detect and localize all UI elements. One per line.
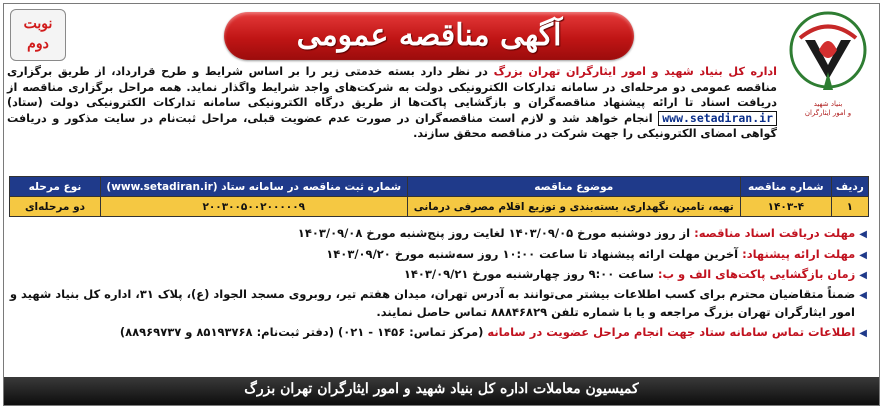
offer-deadline-label: مهلت ارائه پیشنهاد: <box>742 246 856 261</box>
ad-frame <box>3 3 880 406</box>
opening-time-label: زمان بازگشایی پاکت‌های الف و ب: <box>657 267 856 281</box>
round-value: دوم <box>27 36 49 52</box>
contact-note-line <box>9 286 867 321</box>
cell-tender-number: ۱۴۰۳-۴ <box>740 197 831 217</box>
setad-website-link[interactable]: www.setadiran.ir <box>658 111 777 126</box>
col-header-subject: موضوع مناقصه <box>407 177 740 197</box>
logo-caption <box>783 100 873 118</box>
logo-caption-line: بنیاد شهید <box>813 100 843 108</box>
setad-contact-line <box>9 323 867 344</box>
triangle-bullet-icon: ◀ <box>859 229 867 240</box>
page-title: آگهی مناقصه عمومی <box>296 18 562 53</box>
docs-deadline-label: مهلت دریافت اسناد مناقصه: <box>694 226 856 240</box>
table-header-row <box>10 177 869 197</box>
contact-note-text: ضمناً متقاضیان محترم برای کسب اطلاعات بیشتر می‌توانند به آدرس تهران، میدان هفتم تیر، روبروی مسجد الجواد (ع)، پلاک ۳۱، اداره کل بنیاد شهید و امور ایثارگران تهران بزرگ مراجعه و یا با شماره تلفن ۸۸۸۴۶۸۲۹ تماس حاصل نمایند. <box>9 286 856 319</box>
footer-banner <box>4 377 879 405</box>
docs-deadline-line <box>9 224 867 245</box>
footer-text: کمیسیون معاملات اداره کل بنیاد شهید و امور ایثارگران تهران بزرگ <box>244 381 639 397</box>
opening-time-line <box>9 265 867 286</box>
triangle-bullet-icon: ◀ <box>859 249 867 261</box>
details-section <box>9 224 867 343</box>
logo-caption-line: و امور ایثارگران <box>804 109 852 117</box>
col-header-stage-type: نوع مرحله <box>10 177 101 197</box>
intro-text: انجام خواهد شد و لازم است مناقصه‌گران در صورت عدم عضویت قبلی، مراحل ثبت‌نام در سایت مذکور و دریافت گواهی امضای الکترونیکی را جهت شرکت در مناقصه محقق سازند. <box>7 111 777 141</box>
offer-deadline-line <box>9 245 867 266</box>
col-header-setad-number: شماره ثبت مناقصه در سامانه ستاد (www.setadiran.ir) <box>100 177 407 197</box>
table-row <box>10 197 869 217</box>
offer-deadline-text: آخرین مهلت ارائه پیشنهاد تا ساعت ۱۰:۰۰ روز سه‌شنبه مورخ ۱۴۰۳/۰۹/۲۰ <box>326 246 743 261</box>
col-header-tender-number: شماره مناقصه <box>740 177 831 197</box>
setad-contact-label: اطلاعات تماس سامانه ستاد جهت انجام مراحل عضویت در سامانه <box>487 324 856 339</box>
triangle-bullet-icon: ◀ <box>859 270 867 281</box>
round-badge <box>10 9 66 61</box>
triangle-bullet-icon: ◀ <box>859 289 867 301</box>
cell-subject: تهیه، تامین، نگهداری، بسته‌بندی و توزیع اقلام مصرفی درمانی <box>407 197 740 217</box>
col-header-row-number: ردیف <box>831 177 868 197</box>
round-label: نوبت <box>23 16 53 32</box>
title-banner <box>224 12 634 60</box>
docs-deadline-text: از روز دوشنبه مورخ ۱۴۰۳/۰۹/۰۵ لغایت روز پنج‌شنبه مورخ ۱۴۰۳/۰۹/۰۸ <box>297 226 695 240</box>
foundation-logo-icon <box>785 10 871 110</box>
cell-row-number: ۱ <box>831 197 868 217</box>
triangle-bullet-icon: ◀ <box>859 327 867 339</box>
opening-time-text: ساعت ۹:۰۰ روز چهارشنبه مورخ ۱۴۰۳/۰۹/۲۱ <box>403 267 658 281</box>
intro-text: در نظر دارد بسته خدمتی زیر را بر اساس شرایط و طرح قرارداد، از طریق برگزاری مناقصه عمومی دو مرحله‌ای در سامانه تدارکات الکترونیکی دولت به شرکت‌های واجد شرایط واگذار نماید. <box>7 65 777 94</box>
setad-contact-text: (مرکز تماس: ۱۴۵۶ - ۰۲۱) (دفتر ثبت‌نام: ۸۵۱۹۳۷۶۸ و ۸۸۹۶۹۷۳۷) <box>119 324 488 339</box>
intro-paragraph <box>7 64 777 142</box>
cell-setad-number: ۲۰۰۳۰۰۵۰۰۲۰۰۰۰۰۹ <box>100 197 407 217</box>
intro-text: همه مراحل برگزاری مناقصه از دریافت اسناد تا ارائه پیشنهاد مناقصه‌گران و بازگشایی پاکت‌ها از طریق درگاه الکترونیکی سامانه تدارکات الکترونیکی دولت (ستاد) <box>7 80 777 110</box>
organization-name: اداره کل بنیاد شهید و امور ایثارگران تهران بزرگ <box>493 65 777 78</box>
cell-stage-type: دو مرحله‌ای <box>10 197 101 217</box>
tender-table <box>9 176 869 217</box>
